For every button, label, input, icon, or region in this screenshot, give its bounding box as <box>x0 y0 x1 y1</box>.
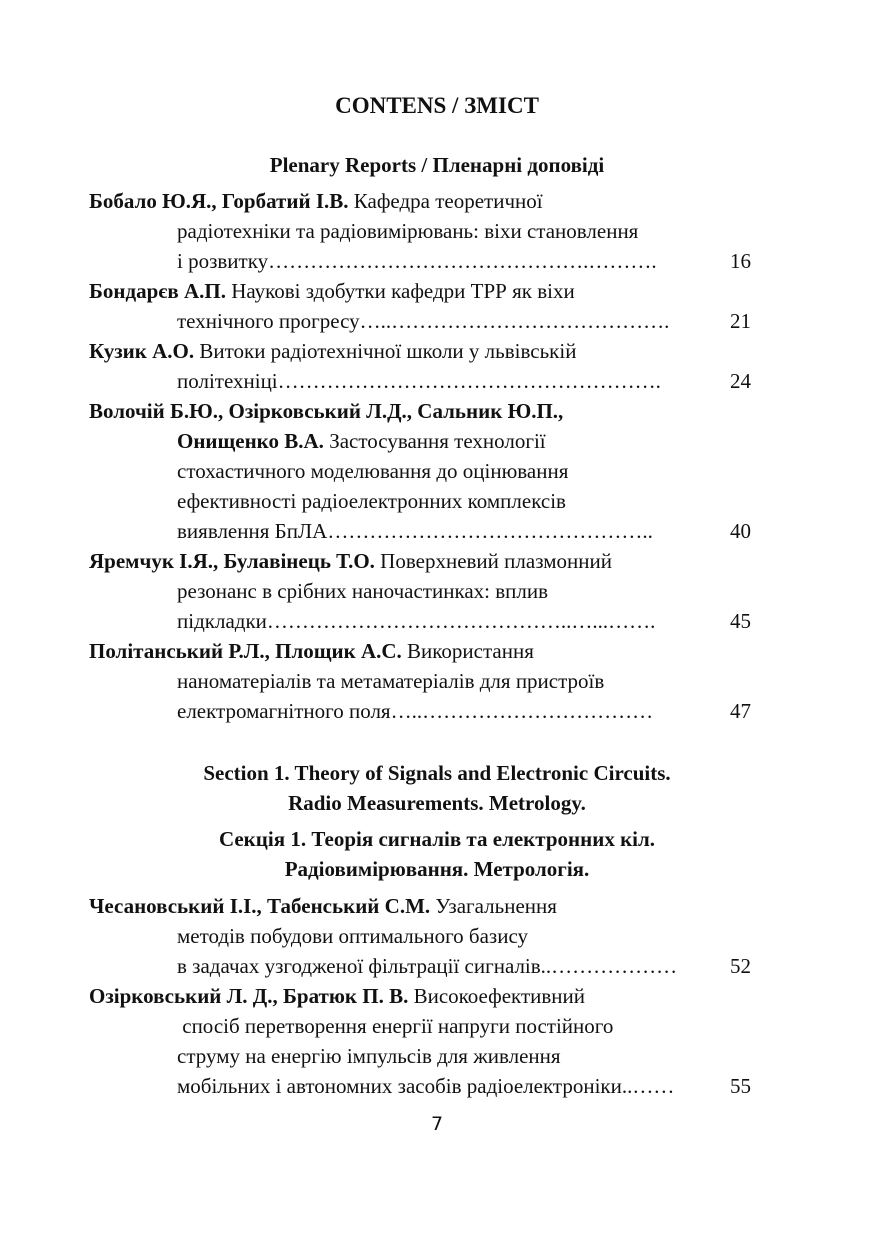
toc-entry-title: Кафедра теоретичної <box>348 189 543 213</box>
toc-entry-page: 52 <box>730 954 751 978</box>
toc-entry-authors: Яремчук І.Я., Булавінець Т.О. <box>89 549 375 573</box>
toc-entry-first-line <box>89 891 751 921</box>
toc-entry-last-line <box>89 606 751 636</box>
toc-entry-authors-continued: Онищенко В.А. <box>177 429 324 453</box>
toc-entry-last-line <box>89 1071 751 1101</box>
toc-entry-title: Високоефективний <box>408 984 586 1008</box>
section-heading-ua: Секція 1. Теорія сигналів та електронних кіл. <box>218 827 656 851</box>
toc-entry-title-line: ефективності радіоелектронних комплексів <box>177 489 566 513</box>
section-heading-en: Section 1. Theory of Signals and Electronic Circuits. <box>203 761 671 785</box>
page-title: CONTENS / ЗМІСТ <box>335 93 539 118</box>
toc-entry <box>89 981 751 1101</box>
section-heading-en-line-2: Radio Measurements. Metrology. <box>288 791 586 815</box>
toc-entry-authors: Озірковський Л. Д., Братюк П. В. <box>89 984 409 1008</box>
toc-entry-last-line <box>89 246 751 276</box>
toc-entry-title-leader: підкладки……………………………………..…...……. <box>177 609 656 633</box>
toc-entry-authors: Кузик А.О. <box>89 339 195 363</box>
toc-entry-title: Узагальнення <box>430 894 557 918</box>
toc-entry-last-line <box>89 366 751 396</box>
toc-entry <box>89 396 751 546</box>
toc-entry-page: 40 <box>730 519 751 543</box>
toc-entry-first-line <box>89 276 751 306</box>
toc-entry-title-line: наноматеріалів та метаматеріалів для пристроїв <box>177 669 605 693</box>
toc-entry-title-leader: в задачах узгодженої фільтрації сигналів..……………… <box>177 954 678 978</box>
toc-entry-title-line: радіотехніки та радіовимірювань: віхи становлення <box>177 219 639 243</box>
toc-entry-page: 16 <box>730 249 751 273</box>
plenary-heading: Plenary Reports / Пленарні доповіді <box>269 153 605 177</box>
toc-entry-page: 47 <box>730 699 751 723</box>
toc-entry-title-line: стохастичного моделювання до оцінювання <box>177 459 569 483</box>
toc-entry <box>89 546 751 636</box>
toc-entry-first-line <box>89 396 751 426</box>
toc-entry-title-leader: і розвитку……………………………………….………. <box>177 249 657 273</box>
toc-entry-page: 24 <box>730 369 751 393</box>
toc-entry <box>89 336 751 396</box>
toc-entry-title-line: методів побудови оптимального базису <box>177 924 529 948</box>
toc-entry-first-line <box>89 546 751 576</box>
toc-entry-page: 55 <box>730 1074 751 1098</box>
toc-entry-title-leader: технічного прогресу…..…………………………………. <box>177 309 670 333</box>
toc-entry-title: Наукові здобутки кафедри ТРР як віхи <box>225 279 575 303</box>
page-number: 7 <box>430 1113 444 1135</box>
toc-entry-title-line: струму на енергію імпульсів для живлення <box>177 1044 561 1068</box>
section-heading-ua-line-2: Радіовимірювання. Метрологія. <box>284 857 590 881</box>
toc-entry-first-line <box>89 186 751 216</box>
toc-entry-title-line: спосіб перетворення енергії напруги постійного <box>177 1014 614 1038</box>
toc-entry-last-line <box>89 951 751 981</box>
toc-entry-first-line <box>89 981 751 1011</box>
toc-entry-title-line: резонанс в срібних наночастинках: вплив <box>177 579 549 603</box>
toc-entry-title-leader: виявлення БпЛА……………………………………….. <box>177 519 653 543</box>
toc-entry-title-leader: мобільних і автономних засобів радіоелектроніки..…… <box>177 1074 675 1098</box>
toc-entry-page: 45 <box>730 609 751 633</box>
toc-entry <box>89 276 751 336</box>
toc-entry-title: Використання <box>401 639 534 663</box>
toc-entry-last-line <box>89 306 751 336</box>
toc-entry-last-line <box>89 696 751 726</box>
toc-entry-title: Поверхневий плазмонний <box>374 549 612 573</box>
toc-entry-first-line <box>89 636 751 666</box>
toc-entry-title-leader: політехніці………………………………………………. <box>177 369 661 393</box>
toc-entry-authors: Волочій Б.Ю., Озірковський Л.Д., Сальник Ю.П., <box>89 399 564 423</box>
toc-entry-title: Витоки радіотехнічної школи у львівській <box>194 339 577 363</box>
toc-entry <box>89 636 751 726</box>
toc-entry <box>89 891 751 981</box>
toc-entry-authors: Бондарєв А.П. <box>89 279 226 303</box>
toc-entry-title: Застосування технології <box>323 429 546 453</box>
toc-entry-title-leader: електромагнітного поля…..…………………………… <box>177 699 654 723</box>
toc-entry-authors: Бобало Ю.Я., Горбатий І.В. <box>89 189 349 213</box>
toc-entry-first-line <box>89 336 751 366</box>
toc-entry-authors: Чесановський І.І., Табенський С.М. <box>89 894 431 918</box>
toc-entry-page: 21 <box>730 309 751 333</box>
toc-entry-last-line <box>89 516 751 546</box>
toc-entry <box>89 186 751 276</box>
toc-entry-second-line <box>89 426 751 456</box>
toc-entry-authors: Політанський Р.Л., Площик А.С. <box>89 639 402 663</box>
